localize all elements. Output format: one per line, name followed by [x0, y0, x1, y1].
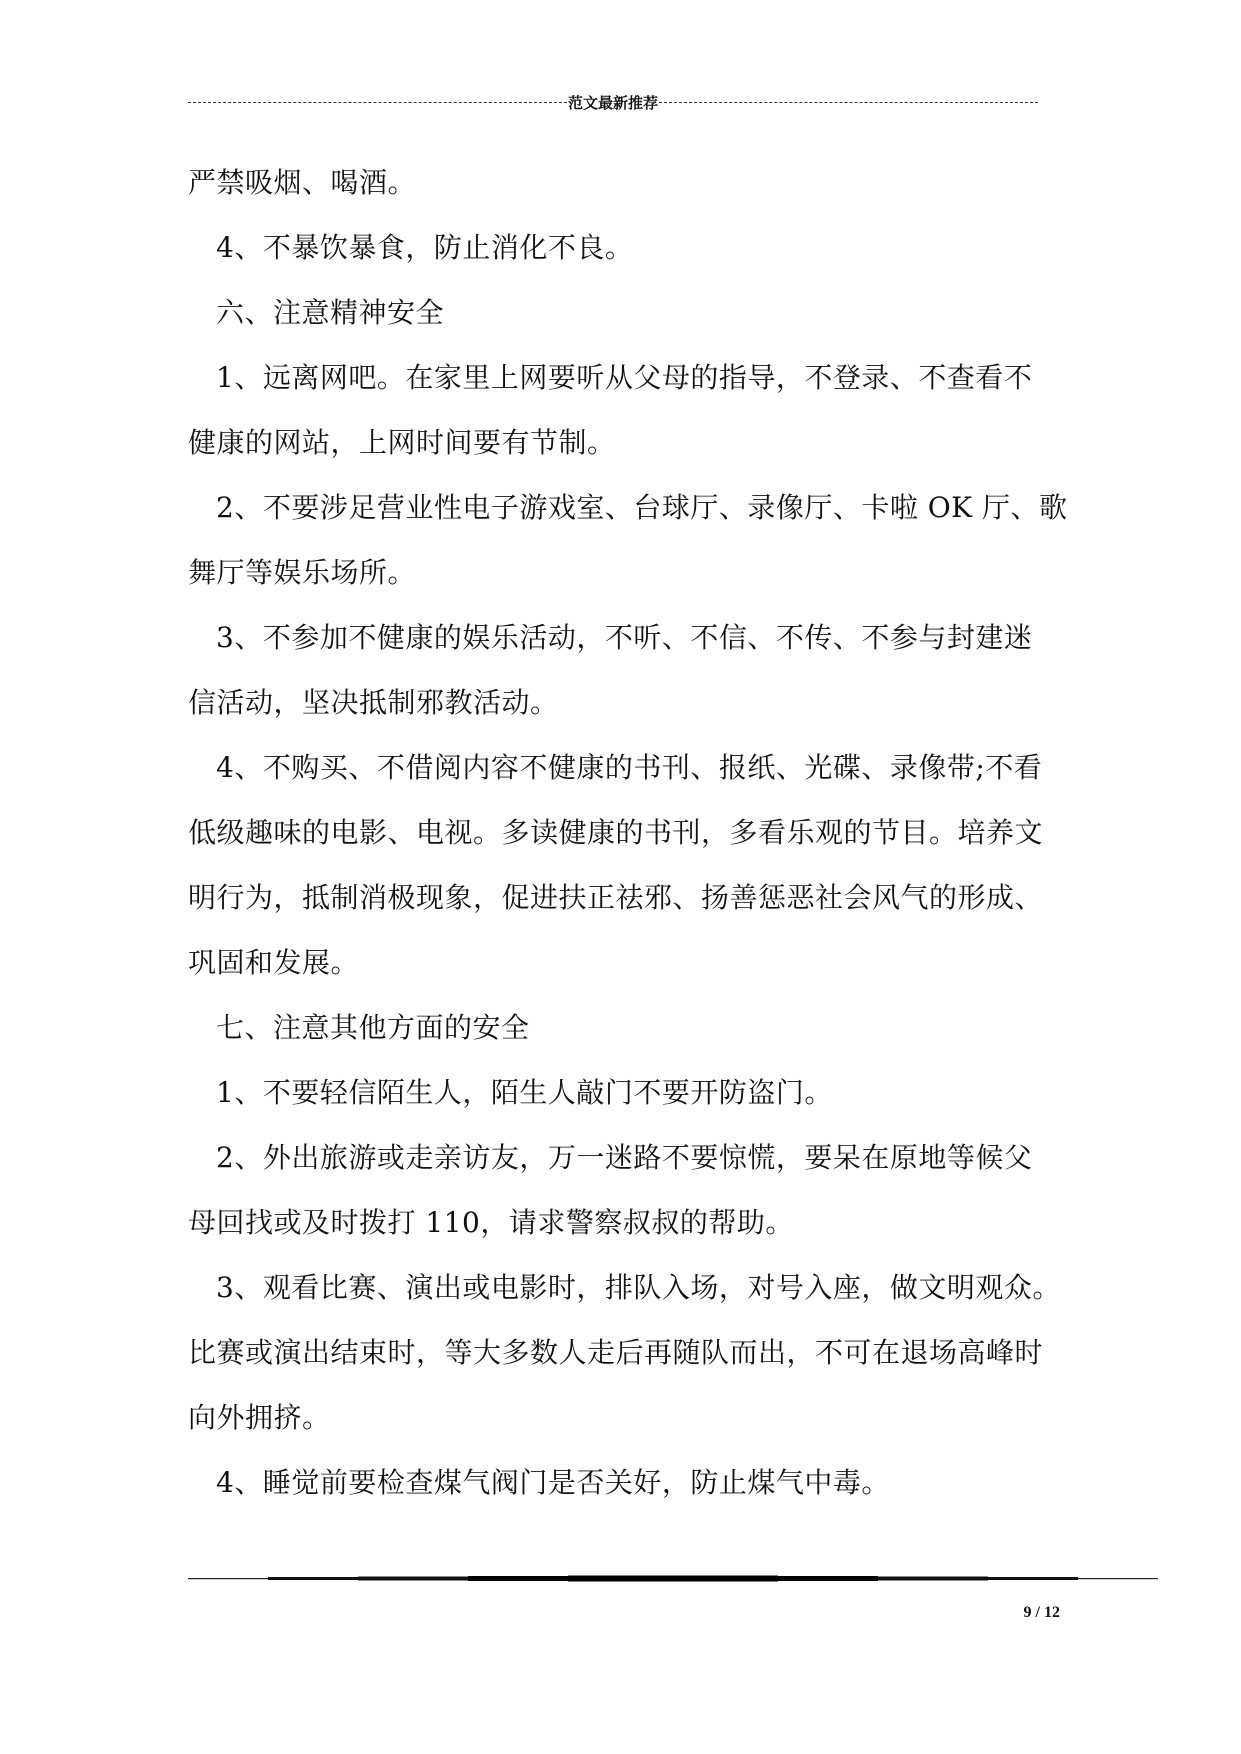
section-heading: 七、注意其他方面的安全: [216, 1011, 530, 1044]
header-title: 范文最新推荐: [568, 95, 659, 112]
text-line: 健康的网站，上网时间要有节制。: [188, 426, 616, 459]
footer-divider: [188, 1574, 1158, 1586]
header-right-dashes: [659, 102, 1038, 103]
page-number: 9 / 12: [1023, 1604, 1060, 1621]
text-line: 2、外出旅游或走亲访友，万一迷路不要惊慌，要呆在原地等候父: [216, 1141, 1033, 1174]
text-line: 明行为，抵制消极现象，促进扶正祛邪、扬善惩恶社会风气的形成、: [188, 881, 1044, 914]
document-body: [188, 155, 1068, 1520]
header-left-dashes: [188, 102, 567, 103]
text-line: 4、睡觉前要检查煤气阀门是否关好，防止煤气中毒。: [216, 1466, 890, 1499]
text-line: 4、不暴饮暴食，防止消化不良。: [216, 231, 634, 264]
text-line: 严禁吸烟、喝酒。: [188, 166, 417, 199]
text-line: 4、不购买、不借阅内容不健康的书刊、报纸、光碟、录像带;不看: [216, 751, 1043, 784]
text-line: 3、观看比赛、演出或电影时，排队入场，对号入座，做文明观众。: [216, 1271, 1061, 1304]
text-line: 向外拥挤。: [188, 1401, 331, 1434]
text-line: 母回找或及时拨打 110，请求警察叔叔的帮助。: [188, 1206, 794, 1239]
text-line: 1、远离网吧。在家里上网要听从父母的指导，不登录、不查看不: [216, 361, 1033, 394]
page-header: [188, 90, 1038, 114]
section-heading: 六、注意精神安全: [216, 296, 445, 329]
text-line: 比赛或演出结束时，等大多数人走后再随队而出，不可在退场高峰时: [188, 1336, 1044, 1369]
text-line: 舞厅等娱乐场所。: [188, 556, 417, 589]
text-line: 3、不参加不健康的娱乐活动，不听、不信、不传、不参与封建迷: [216, 621, 1033, 654]
text-line: 2、不要涉足营业性电子游戏室、台球厅、录像厅、卡啦 OK 厅、歌: [216, 491, 1068, 524]
text-line: 低级趣味的电影、电视。多读健康的书刊，多看乐观的节目。培养文: [188, 816, 1044, 849]
text-line: 信活动，坚决抵制邪教活动。: [188, 686, 559, 719]
text-line: 1、不要轻信陌生人，陌生人敲门不要开防盗门。: [216, 1076, 833, 1109]
text-line: 巩固和发展。: [188, 946, 360, 979]
